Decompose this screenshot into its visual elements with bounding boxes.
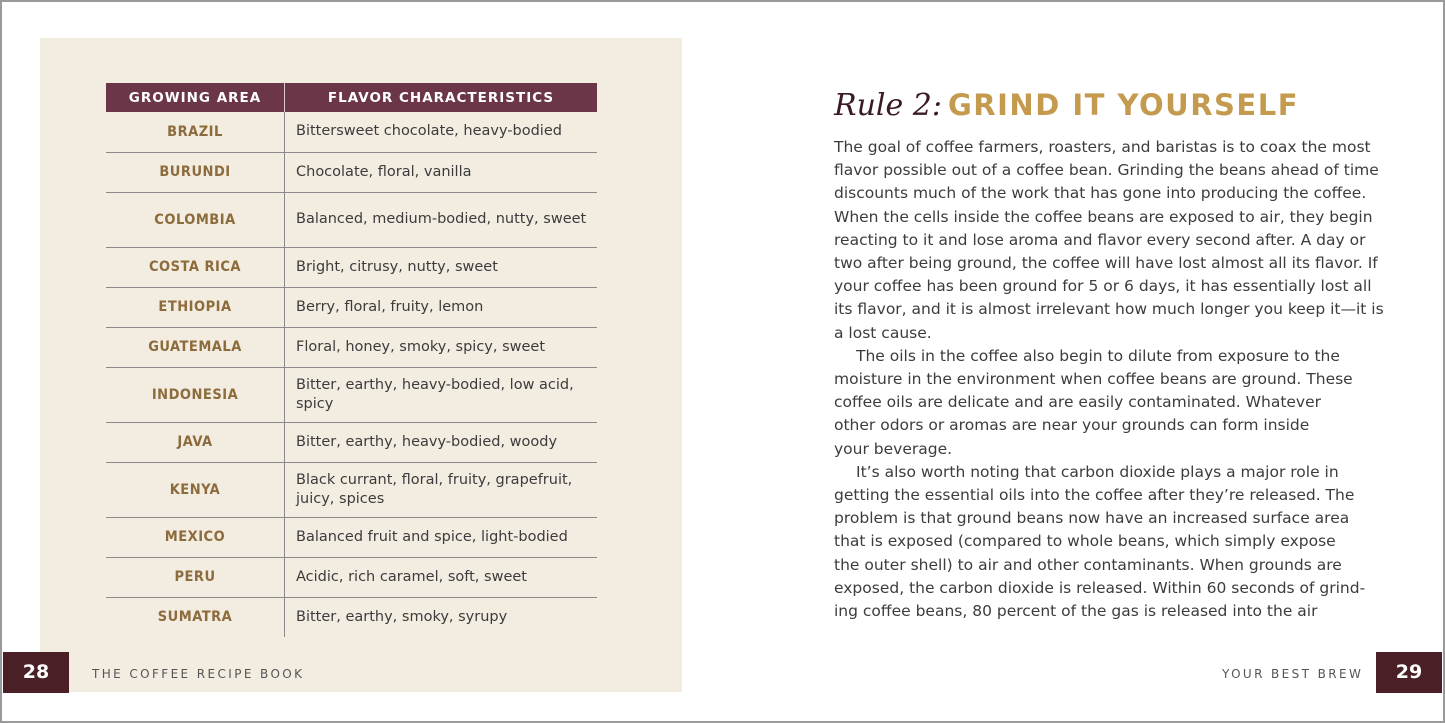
running-title-right: YOUR BEST BREW — [1222, 667, 1364, 681]
flavor-cell: Balanced, medium-bodied, nutty, sweet — [285, 192, 598, 247]
flavor-cell: Floral, honey, smoky, spicy, sweet — [285, 327, 598, 367]
growing-area-cell: MEXICO — [106, 517, 285, 557]
text-line: reacting to it and lose aroma and flavor every second after. A day or — [834, 230, 1366, 249]
text-line: two after being ground, the coffee will have lost almost all its flavor. If — [834, 254, 1378, 273]
flavor-table — [106, 83, 597, 637]
text-line: moisture in the environment when coffee beans are ground. These — [834, 370, 1353, 389]
growing-area-cell: SUMATRA — [106, 597, 285, 637]
table-row — [106, 287, 597, 327]
growing-area-cell: PERU — [106, 557, 285, 597]
paragraph — [834, 345, 1364, 461]
growing-area-cell: KENYA — [106, 462, 285, 517]
flavor-cell: Bitter, earthy, smoky, syrupy — [296, 608, 508, 625]
text-line: flavor possible out of a coffee bean. Grinding the beans ahead of time — [834, 161, 1379, 180]
flavor-cell: Bittersweet chocolate, heavy-bodied — [285, 112, 598, 152]
text-line: other odors or aromas are near your grounds can form inside — [834, 416, 1310, 435]
page-number-right: 29 — [1376, 652, 1442, 693]
column-header-growing-area: GROWING AREA — [106, 83, 285, 112]
paragraph — [834, 461, 1364, 623]
section-heading — [834, 88, 1299, 123]
section-title: GRIND IT YOURSELF — [948, 88, 1300, 122]
text-line: ing coffee beans, 80 percent of the gas is released into the air — [834, 602, 1318, 621]
text-line: its flavor, and it is almost irrelevant how much longer you keep it—it is — [834, 300, 1384, 319]
table-row — [106, 247, 597, 287]
text-line: The goal of coffee farmers, roasters, and baristas is to coax the most — [834, 138, 1371, 156]
growing-area-cell: BURUNDI — [106, 152, 285, 192]
table-row — [106, 112, 597, 152]
growing-area-cell: GUATEMALA — [106, 327, 285, 367]
flavor-cell: Berry, floral, fruity, lemon — [285, 287, 598, 327]
flavor-cell: Black currant, floral, fruity, grapefruit, juicy, spices — [285, 462, 598, 517]
table-row — [106, 597, 597, 637]
text-line: exposed, the carbon dioxide is released. Within 60 seconds of grind- — [834, 578, 1366, 597]
text-line: your coffee has been ground for 5 or 6 days, it has essentially lost all — [834, 277, 1372, 296]
table-row — [106, 367, 597, 422]
flavor-cell: Balanced fruit and spice, light-bodied — [285, 517, 598, 557]
text-line: that is exposed (compared to whole beans, which simply expose — [834, 532, 1336, 551]
flavor-cell: Bright, citrusy, nutty, sweet — [285, 247, 598, 287]
body-text — [834, 136, 1384, 623]
paragraph — [834, 136, 1384, 345]
growing-area-cell: JAVA — [106, 422, 285, 462]
table-row — [106, 422, 597, 462]
table-row — [106, 462, 597, 517]
growing-area-cell: COSTA RICA — [106, 247, 285, 287]
table-row — [106, 192, 597, 247]
text-line: getting the essential oils into the coffee after they’re released. The — [834, 486, 1355, 505]
text-line: a lost cause. — [834, 323, 932, 342]
flavor-cell: Acidic, rich caramel, soft, sweet — [285, 557, 598, 597]
page-number-left: 28 — [3, 652, 69, 693]
running-title-left: THE COFFEE RECIPE BOOK — [92, 667, 305, 681]
flavor-cell: Bitter, earthy, heavy-bodied, low acid, spicy — [285, 367, 598, 422]
column-header-flavor: FLAVOR CHARACTERISTICS — [285, 83, 598, 112]
flavor-cell: Chocolate, floral, vanilla — [285, 152, 598, 192]
growing-area-cell: COLOMBIA — [106, 192, 285, 247]
table-row — [106, 557, 597, 597]
text-line: your beverage. — [834, 439, 953, 458]
text-line: discounts much of the work that has gone into producing the coffee. — [834, 184, 1367, 203]
text-line: The oils in the coffee also begin to dilute from exposure to the — [856, 346, 1340, 365]
growing-area-cell: INDONESIA — [106, 367, 285, 422]
growing-area-cell: BRAZIL — [106, 112, 285, 152]
table-row — [106, 152, 597, 192]
table-header-row — [106, 83, 597, 112]
text-line: When the cells inside the coffee beans are exposed to air, they begin — [834, 207, 1373, 226]
growing-area-cell: ETHIOPIA — [106, 287, 285, 327]
table-row — [106, 327, 597, 367]
table-row — [106, 517, 597, 557]
flavor-cell: Bitter, earthy, heavy-bodied, woody — [285, 422, 598, 462]
rule-number: Rule 2: — [834, 88, 942, 123]
text-line: It’s also worth noting that carbon dioxide plays a major role in — [856, 462, 1339, 481]
text-line: problem is that ground beans now have an increased surface area — [834, 509, 1350, 528]
text-line: coffee oils are delicate and are easily contaminated. Whatever — [834, 393, 1322, 412]
text-line: the outer shell) to air and other contaminants. When grounds are — [834, 555, 1342, 574]
